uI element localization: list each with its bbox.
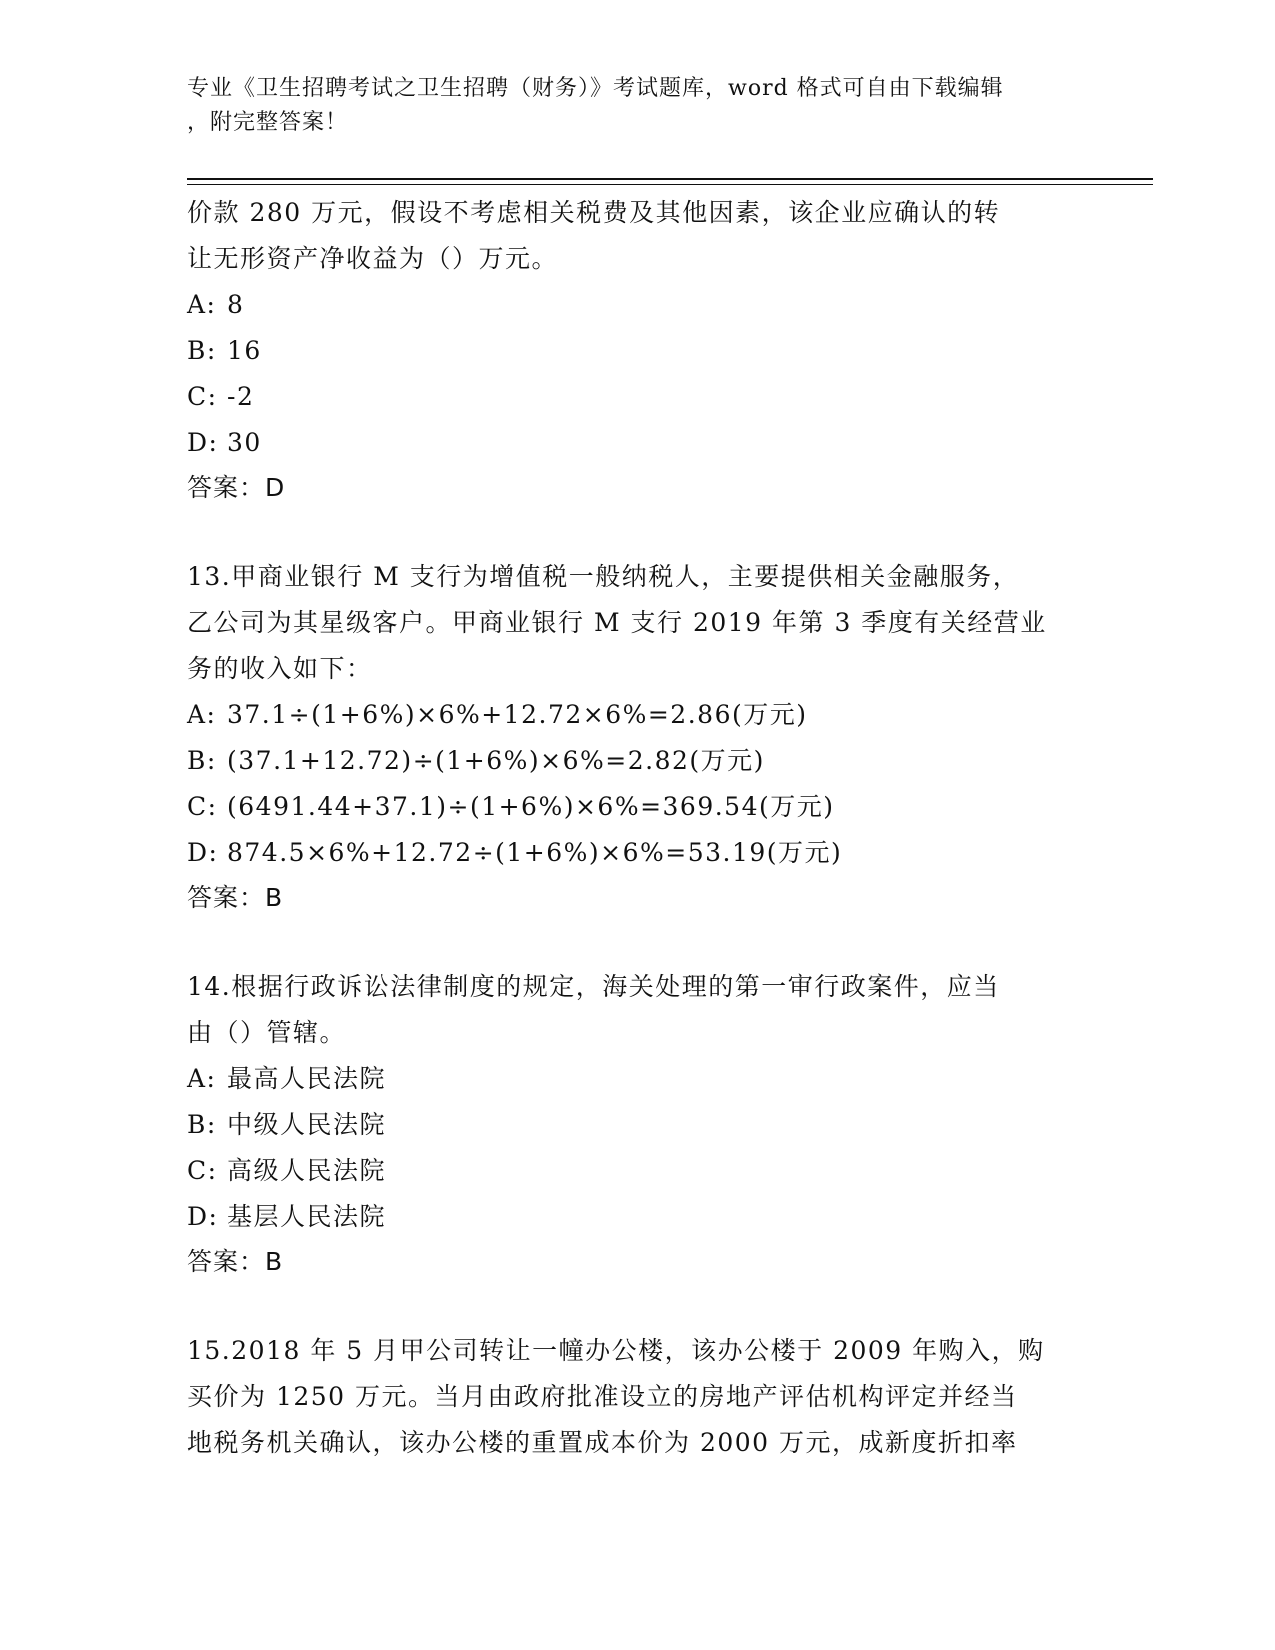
option-letter: D: (187, 1202, 219, 1231)
header-line-2: ，附完整答案！ (187, 110, 349, 135)
option-letter: C: (187, 382, 218, 411)
option-text: -2 (227, 382, 255, 411)
document-header (187, 72, 1067, 140)
spacer (187, 510, 1077, 554)
question-line: 乙公司为其星级客户。甲商业银行 M 支行 2019 年第 3 季度有关经营业 (187, 608, 1047, 637)
answer-line: 答案：D (187, 473, 286, 502)
option-letter: C: (187, 792, 218, 821)
option-a (187, 282, 1077, 328)
option-b (187, 328, 1077, 374)
option-b (187, 738, 1077, 784)
option-text: 中级人民法院 (227, 1110, 387, 1139)
header-rule-thick (187, 178, 1153, 180)
option-c (187, 784, 1077, 830)
option-c (187, 374, 1077, 420)
spacer (187, 920, 1077, 964)
option-text: 最高人民法院 (227, 1064, 387, 1093)
question-block (187, 554, 1077, 920)
option-letter: A: (187, 1064, 217, 1093)
question-line: 买价为 1250 万元。当月由政府批准设立的房地产评估机构评定并经当 (187, 1382, 1018, 1411)
option-a (187, 1056, 1077, 1102)
option-d (187, 1194, 1077, 1240)
option-text: 8 (227, 290, 245, 319)
header-rule-thin (187, 184, 1153, 185)
question-line: 14.根据行政诉讼法律制度的规定，海关处理的第一审行政案件，应当 (187, 972, 1000, 1001)
answer-line: 答案：B (187, 1247, 284, 1276)
question-line: 地税务机关确认，该办公楼的重置成本价为 2000 万元，成新度折扣率 (187, 1428, 1018, 1457)
option-text: (37.1+12.72)÷(1+6%)×6%=2.82(万元) (227, 746, 765, 775)
question-line: 务的收入如下： (187, 654, 373, 683)
option-d (187, 420, 1077, 466)
option-letter: B: (187, 746, 217, 775)
question-line: 价款 280 万元，假设不考虑相关税费及其他因素，该企业应确认的转 (187, 198, 1001, 227)
option-text: (6491.44+37.1)÷(1+6%)×6%=369.54(万元) (227, 792, 835, 821)
option-text: 30 (227, 428, 262, 457)
option-letter: D: (187, 428, 219, 457)
option-letter: A: (187, 700, 217, 729)
option-letter: D: (187, 838, 219, 867)
option-b (187, 1102, 1077, 1148)
option-letter: B: (187, 1110, 217, 1139)
option-letter: B: (187, 336, 217, 365)
question-line: 13.甲商业银行 M 支行为增值税一般纳税人，主要提供相关金融服务， (187, 562, 1020, 591)
spacer (187, 1284, 1077, 1328)
option-d (187, 830, 1077, 876)
option-text: 高级人民法院 (227, 1156, 387, 1185)
question-line: 让无形资产净收益为（）万元。 (187, 244, 559, 273)
option-text: 基层人民法院 (227, 1202, 387, 1231)
option-c (187, 1148, 1077, 1194)
option-text: 16 (227, 336, 262, 365)
question-block (187, 190, 1077, 510)
question-content (187, 190, 1077, 1466)
question-block (187, 1328, 1077, 1466)
option-a (187, 692, 1077, 738)
answer-line: 答案：B (187, 883, 284, 912)
option-text: 874.5×6%+12.72÷(1+6%)×6%=53.19(万元) (227, 838, 843, 867)
option-letter: C: (187, 1156, 218, 1185)
header-line-1: 专业《卫生招聘考试之卫生招聘（财务）》考试题库，word 格式可自由下载编辑 (187, 76, 1004, 101)
option-text: 37.1÷(1+6%)×6%+12.72×6%=2.86(万元) (227, 700, 808, 729)
option-letter: A: (187, 290, 217, 319)
question-line: 15.2018 年 5 月甲公司转让一幢办公楼，该办公楼于 2009 年购入，购 (187, 1336, 1045, 1365)
question-line: 由（）管辖。 (187, 1018, 347, 1047)
question-block (187, 964, 1077, 1284)
